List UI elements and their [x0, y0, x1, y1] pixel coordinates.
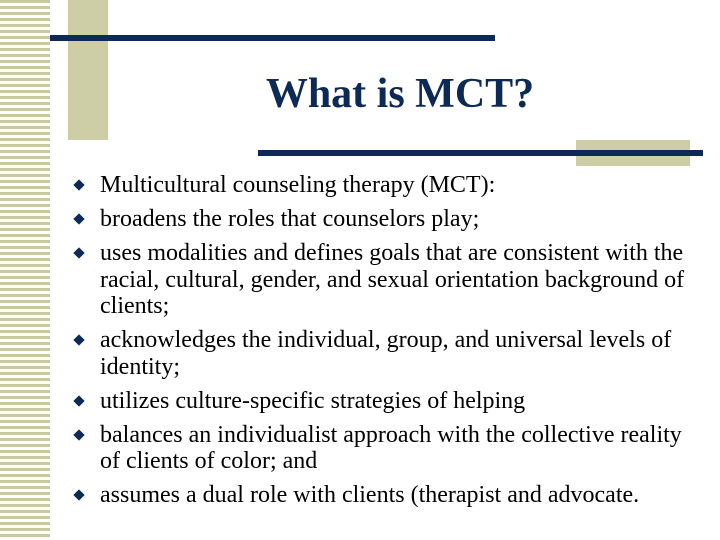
list-item — [70, 482, 700, 509]
list-item — [70, 172, 700, 199]
bullet-list — [70, 172, 700, 516]
bullet-text: Multicultural counseling therapy (MCT): — [100, 172, 496, 198]
diamond-bullet-icon — [73, 179, 84, 190]
diamond-bullet-icon — [73, 429, 84, 440]
bottom-title-rule — [258, 150, 703, 156]
list-item — [70, 206, 700, 233]
top-title-rule — [50, 35, 495, 41]
list-item — [70, 240, 700, 320]
diamond-bullet-icon — [73, 247, 84, 258]
bullet-text: balances an individualist approach with the collective reality of clients of color; and — [100, 421, 682, 474]
diamond-bullet-icon — [73, 395, 84, 406]
list-item — [70, 388, 700, 415]
diamond-bullet-icon — [73, 334, 84, 345]
bullet-text: acknowledges the individual, group, and universal levels of identity; — [100, 327, 672, 380]
bullet-text: broadens the roles that counselors play; — [100, 206, 480, 232]
list-item — [70, 422, 700, 475]
bullet-text: assumes a dual role with clients (therapist and advocate. — [100, 482, 640, 508]
bullet-text: utilizes culture-specific strategies of helping — [100, 387, 526, 414]
list-item — [70, 327, 700, 380]
top-decoration-block — [68, 0, 108, 140]
striped-margin-decoration — [0, 0, 50, 540]
diamond-bullet-icon — [73, 213, 84, 224]
slide-title: What is MCT? — [265, 71, 535, 117]
diamond-bullet-icon — [73, 489, 84, 500]
bullet-text: uses modalities and defines goals that are consistent with the racial, cultural, gender, and sexual orientation background of clients; — [100, 240, 685, 319]
